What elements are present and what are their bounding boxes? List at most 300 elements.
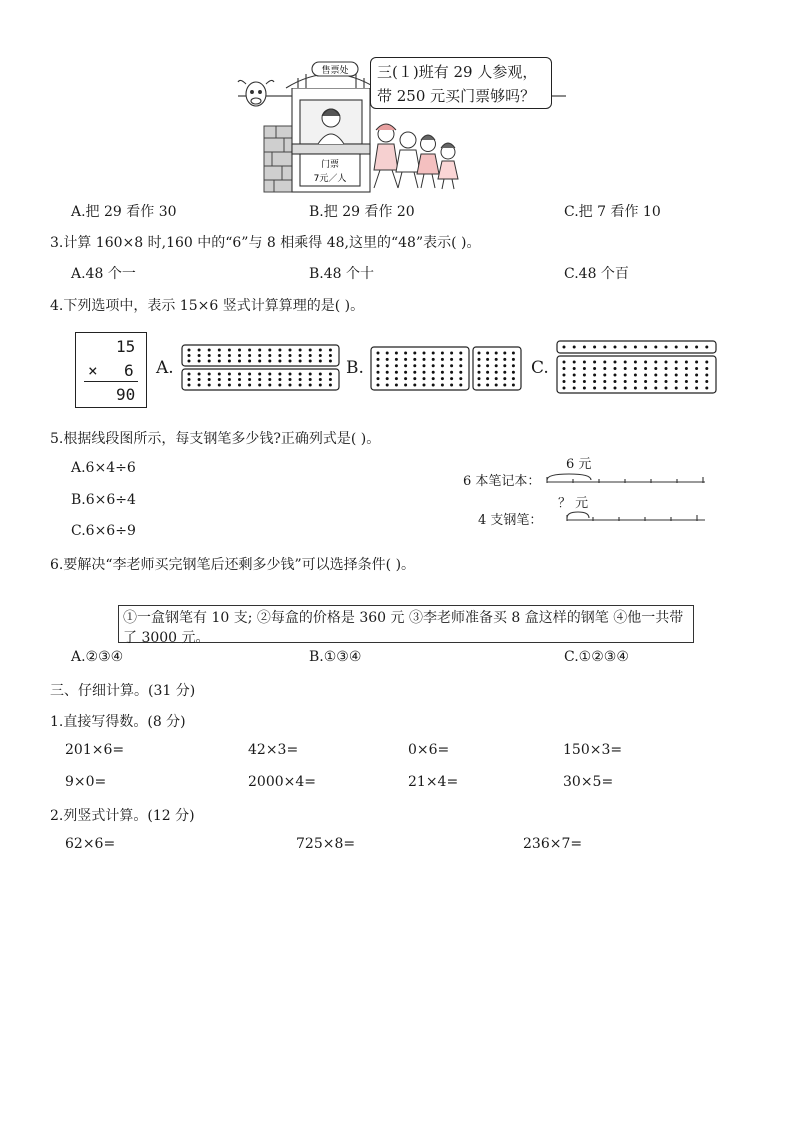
dot	[495, 358, 498, 361]
ticket-sign-text: 售票处	[321, 66, 349, 76]
vertical-calc-item: 236×7=	[523, 836, 583, 852]
dot	[685, 367, 688, 370]
dot	[188, 373, 191, 376]
dot	[218, 384, 221, 387]
dot	[450, 371, 453, 374]
ticket-board-line1: 门票	[320, 160, 340, 170]
dot	[512, 352, 515, 355]
dot	[329, 378, 332, 381]
dot	[248, 360, 251, 363]
dot	[386, 384, 389, 387]
dot	[573, 367, 576, 370]
dot	[309, 378, 312, 381]
dot	[238, 378, 241, 381]
dot	[278, 354, 281, 357]
dot	[258, 360, 261, 363]
dot	[268, 354, 271, 357]
diagram-row2-label: 4 支钢笔：	[478, 513, 543, 528]
dot	[593, 361, 596, 364]
diagram-row2-value: ？ 元	[558, 496, 589, 511]
dot	[441, 358, 444, 361]
dot	[404, 358, 407, 361]
q3-option-a: A.48 个一	[71, 266, 136, 282]
dot	[450, 364, 453, 367]
dot	[208, 373, 211, 376]
dot	[238, 384, 241, 387]
dot	[486, 384, 489, 387]
dot	[450, 352, 453, 355]
dot	[486, 352, 489, 355]
dot	[486, 364, 489, 367]
dot	[258, 378, 261, 381]
dot	[644, 367, 647, 370]
dot	[268, 349, 271, 352]
dot	[459, 384, 462, 387]
dot	[289, 373, 292, 376]
dot	[614, 361, 617, 364]
dot	[705, 374, 708, 377]
dot	[614, 387, 617, 390]
dot	[583, 387, 586, 390]
calc-item: 201×6=	[65, 742, 125, 758]
calc-item: 21×4=	[408, 774, 459, 790]
vertical-calc-item: 725×8=	[296, 836, 356, 852]
dot	[299, 354, 302, 357]
dot	[441, 371, 444, 374]
dot	[486, 377, 489, 380]
dot	[478, 358, 481, 361]
dot	[675, 367, 678, 370]
dot	[268, 384, 271, 387]
dot	[289, 384, 292, 387]
dot	[228, 373, 231, 376]
vertical-result: 90	[116, 385, 136, 404]
q4-label-b: B.	[346, 358, 364, 378]
dot	[238, 373, 241, 376]
dot	[278, 378, 281, 381]
dot	[319, 384, 322, 387]
dot	[665, 361, 668, 364]
dot	[644, 387, 647, 390]
dot	[248, 384, 251, 387]
vertical-multiplication	[75, 332, 147, 408]
dot	[198, 354, 201, 357]
dot	[248, 373, 251, 376]
dot	[573, 387, 576, 390]
q5-option-a: A.6×4÷6	[71, 460, 136, 476]
dot	[675, 380, 678, 383]
dot	[685, 346, 688, 349]
dot	[413, 352, 416, 355]
cow-head-icon	[238, 80, 274, 106]
vertical-op: ×	[88, 361, 98, 380]
dot	[309, 384, 312, 387]
dot	[278, 384, 281, 387]
dot	[329, 360, 332, 363]
dot	[583, 380, 586, 383]
dot	[503, 384, 506, 387]
calc-item: 30×5=	[563, 774, 614, 790]
dot	[695, 367, 698, 370]
dot	[593, 346, 596, 349]
dot	[188, 354, 191, 357]
bubble-line-1: 三(１)班有 29 人参观，	[377, 63, 538, 81]
dot	[563, 361, 566, 364]
dot	[593, 374, 596, 377]
dot	[695, 361, 698, 364]
dot	[512, 371, 515, 374]
dot	[309, 360, 312, 363]
dot	[432, 358, 435, 361]
dot	[675, 374, 678, 377]
dot	[238, 349, 241, 352]
dot	[432, 352, 435, 355]
dot	[377, 358, 380, 361]
q3-option-c: C.48 个百	[564, 266, 629, 282]
dot	[329, 384, 332, 387]
dot	[319, 378, 322, 381]
calc-item: 42×3=	[248, 742, 299, 758]
q4-label-c: C.	[531, 358, 549, 378]
dot	[432, 377, 435, 380]
dot	[495, 364, 498, 367]
dot	[644, 380, 647, 383]
dot	[685, 380, 688, 383]
dot	[624, 387, 627, 390]
dot	[503, 352, 506, 355]
q6-option-b: B.①③④	[309, 649, 362, 665]
dot	[634, 374, 637, 377]
dot	[563, 367, 566, 370]
calc-item: 9×0=	[65, 774, 107, 790]
dot	[603, 346, 606, 349]
dot	[593, 387, 596, 390]
stone-wall	[264, 126, 292, 192]
section3-part1-title: 1.直接写得数。(8 分)	[50, 714, 186, 730]
dot	[268, 360, 271, 363]
dot	[377, 384, 380, 387]
dot	[432, 371, 435, 374]
dot	[404, 371, 407, 374]
dot	[258, 349, 261, 352]
dot	[583, 346, 586, 349]
q6-question: 6.要解决“李老师买完钢笔后还剩多少钱”可以选择条件( )。	[50, 557, 416, 573]
dot	[654, 374, 657, 377]
dot	[413, 377, 416, 380]
dot	[377, 377, 380, 380]
dot	[459, 358, 462, 361]
dot	[563, 374, 566, 377]
dot	[634, 361, 637, 364]
dot	[665, 387, 668, 390]
dot	[654, 367, 657, 370]
dot	[268, 378, 271, 381]
dot	[503, 371, 506, 374]
dot	[705, 346, 708, 349]
dot	[573, 380, 576, 383]
dot	[208, 384, 211, 387]
calc-item: 150×3=	[563, 742, 623, 758]
dot	[583, 361, 586, 364]
children-figures	[374, 124, 458, 189]
dot	[634, 380, 637, 383]
q2-option-c: C.把 7 看作 10	[564, 204, 661, 220]
dot	[413, 384, 416, 387]
dot	[228, 349, 231, 352]
dot	[423, 384, 426, 387]
q6-conditions-box	[118, 605, 694, 646]
dot	[573, 374, 576, 377]
dot	[441, 384, 444, 387]
dot	[309, 373, 312, 376]
dot	[278, 349, 281, 352]
dot	[634, 346, 637, 349]
dot	[441, 352, 444, 355]
q6-option-c: C.①②③④	[564, 649, 629, 665]
dot	[228, 354, 231, 357]
dot	[423, 371, 426, 374]
dot	[198, 378, 201, 381]
dot	[188, 378, 191, 381]
dot	[495, 352, 498, 355]
dot	[583, 374, 586, 377]
dot	[665, 380, 668, 383]
dot	[309, 349, 312, 352]
brace-row2	[567, 512, 589, 518]
dot	[705, 380, 708, 383]
dot	[573, 361, 576, 364]
q3-option-b: B.48 个十	[309, 266, 375, 282]
dot	[289, 354, 292, 357]
dot	[603, 374, 606, 377]
dot	[644, 374, 647, 377]
q5-option-c: C.6×6÷9	[71, 523, 136, 539]
dot	[404, 377, 407, 380]
dot	[634, 387, 637, 390]
dot	[413, 371, 416, 374]
dot	[450, 384, 453, 387]
dot	[198, 360, 201, 363]
dot	[386, 371, 389, 374]
vertical-top: 15	[116, 337, 136, 356]
dot	[624, 374, 627, 377]
dot	[583, 367, 586, 370]
vertical-calc-item: 62×6=	[65, 836, 116, 852]
dot	[395, 371, 398, 374]
dot	[512, 384, 515, 387]
dot	[685, 361, 688, 364]
dot	[299, 349, 302, 352]
dot	[459, 371, 462, 374]
dot	[685, 387, 688, 390]
q5-question: 5.根据线段图所示，每支钢笔多少钱?正确列式是( )。	[50, 431, 381, 447]
dot	[478, 364, 481, 367]
dot	[299, 360, 302, 363]
dot	[248, 349, 251, 352]
dot	[309, 354, 312, 357]
dot	[478, 384, 481, 387]
dot	[329, 349, 332, 352]
q4-label-a: A.	[156, 358, 174, 378]
dot	[395, 352, 398, 355]
dot	[705, 387, 708, 390]
bubble-line-2: 带 250 元买门票够吗？	[377, 87, 536, 105]
dot	[404, 352, 407, 355]
brace-row1	[547, 474, 591, 480]
dot	[299, 384, 302, 387]
dot	[495, 384, 498, 387]
dot	[503, 377, 506, 380]
dot	[603, 380, 606, 383]
dot	[386, 364, 389, 367]
dot-box	[371, 347, 469, 390]
dot	[695, 380, 698, 383]
dot	[512, 364, 515, 367]
dot	[218, 360, 221, 363]
dot	[198, 373, 201, 376]
dot	[450, 377, 453, 380]
dot	[478, 371, 481, 374]
dot	[404, 384, 407, 387]
speech-bubble	[370, 57, 552, 109]
dot	[459, 352, 462, 355]
dot	[573, 346, 576, 349]
dot	[624, 361, 627, 364]
dot	[395, 364, 398, 367]
dot	[624, 346, 627, 349]
q4-option-c-dots	[556, 340, 718, 395]
dot	[459, 377, 462, 380]
dot	[278, 360, 281, 363]
dot	[654, 387, 657, 390]
section3-title: 三、仔细计算。(31 分)	[50, 683, 196, 699]
dot	[644, 346, 647, 349]
dot	[675, 346, 678, 349]
dot	[208, 349, 211, 352]
dot	[386, 358, 389, 361]
dot	[685, 374, 688, 377]
dot	[512, 377, 515, 380]
dot	[614, 380, 617, 383]
dot	[695, 374, 698, 377]
dot	[404, 364, 407, 367]
dot	[705, 367, 708, 370]
q4-question: 4.下列选项中，表示 15×6 竖式计算算理的是( )。	[50, 298, 365, 314]
section3-part2-title: 2.列竖式计算。(12 分)	[50, 808, 195, 824]
dot	[228, 378, 231, 381]
dot	[563, 346, 566, 349]
dot	[386, 352, 389, 355]
dot	[319, 349, 322, 352]
dot	[705, 361, 708, 364]
dot	[386, 377, 389, 380]
dot	[278, 373, 281, 376]
dot	[198, 349, 201, 352]
dot	[503, 358, 506, 361]
dot	[319, 354, 322, 357]
dot	[644, 361, 647, 364]
dot	[593, 380, 596, 383]
dot	[188, 349, 191, 352]
dot	[228, 384, 231, 387]
dot	[614, 367, 617, 370]
dot	[478, 352, 481, 355]
q4-option-b-dots	[370, 346, 524, 392]
dot	[665, 367, 668, 370]
dot	[593, 367, 596, 370]
diagram-row1-label: 6 本笔记本：	[463, 474, 541, 489]
dot	[188, 360, 191, 363]
q3-question: 3.计算 160×8 时,160 中的“6”与 8 相乘得 48,这里的“48”表示( )。	[50, 235, 481, 251]
dot	[198, 384, 201, 387]
dot	[675, 387, 678, 390]
dot	[329, 354, 332, 357]
dot	[432, 364, 435, 367]
dot	[423, 377, 426, 380]
dot	[603, 367, 606, 370]
dot	[329, 373, 332, 376]
dot	[603, 387, 606, 390]
dot	[423, 352, 426, 355]
dot	[228, 360, 231, 363]
dot	[319, 360, 322, 363]
dot	[503, 364, 506, 367]
dot	[319, 373, 322, 376]
dot	[675, 361, 678, 364]
dot	[218, 373, 221, 376]
dot	[188, 384, 191, 387]
dot	[441, 377, 444, 380]
dot	[654, 380, 657, 383]
dot	[624, 367, 627, 370]
dot	[634, 367, 637, 370]
dot	[563, 387, 566, 390]
dot	[238, 360, 241, 363]
dot	[512, 358, 515, 361]
dot	[695, 387, 698, 390]
dot	[654, 361, 657, 364]
dot	[432, 384, 435, 387]
dot	[258, 373, 261, 376]
dot	[299, 373, 302, 376]
dot	[614, 346, 617, 349]
q6-conditions: ①一盒钢笔有 10 支; ②每盒的价格是 360 元 ③李老师准备买 8 盒这样的钢笔 ④他一共带了 3000 元。	[123, 610, 684, 646]
calc-item: 2000×4=	[248, 774, 316, 790]
vertical-multiplier: 6	[124, 361, 134, 380]
dot	[665, 346, 668, 349]
dot	[395, 358, 398, 361]
dot	[248, 378, 251, 381]
dot	[413, 358, 416, 361]
dot	[289, 360, 292, 363]
dot	[413, 364, 416, 367]
dot	[614, 374, 617, 377]
dot	[495, 371, 498, 374]
dot	[289, 349, 292, 352]
q2-option-b: B.把 29 看作 20	[309, 204, 415, 220]
q5-option-b: B.6×6÷4	[71, 492, 136, 508]
dot	[423, 358, 426, 361]
dot	[450, 358, 453, 361]
dot	[258, 384, 261, 387]
dot	[695, 346, 698, 349]
dot	[377, 364, 380, 367]
dot	[654, 346, 657, 349]
dot	[258, 354, 261, 357]
q4-option-a-dots	[181, 344, 341, 392]
dot	[395, 377, 398, 380]
dot	[459, 364, 462, 367]
